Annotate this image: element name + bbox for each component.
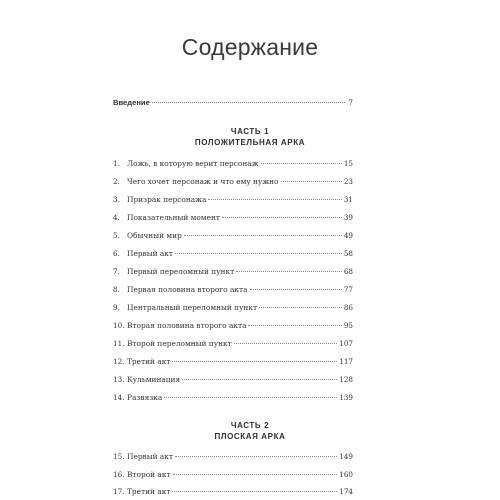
toc-entry-page: 49	[343, 231, 353, 240]
toc-entry[interactable]	[113, 485, 353, 499]
part-2-subheading: ПЛОСКАЯ АРКА	[214, 432, 286, 441]
toc-entry-page: 174	[339, 487, 353, 496]
toc-entry[interactable]	[113, 175, 353, 189]
toc-leader-dots	[172, 491, 337, 492]
toc-entry-page: 86	[343, 303, 353, 312]
toc-entry[interactable]	[113, 193, 353, 207]
toc-entry-label: Третий акт	[127, 357, 171, 366]
part-1-heading: ЧАСТЬ 1	[230, 127, 270, 136]
toc-entry-number: 7.	[113, 267, 120, 276]
toc-leader-dots	[152, 102, 345, 103]
toc-entry-intro[interactable]	[113, 96, 353, 110]
toc-entry-page: 128	[339, 375, 353, 384]
toc-entry[interactable]	[113, 391, 353, 405]
toc-entry[interactable]	[113, 373, 353, 387]
page-title: Содержание	[181, 34, 319, 60]
toc-entry-page: 117	[339, 357, 353, 366]
toc-entry[interactable]	[113, 247, 353, 261]
toc-entry-number: 13.	[113, 375, 125, 384]
toc-entry-page: 31	[343, 195, 353, 204]
toc-leader-dots	[182, 379, 337, 380]
toc-entry-number: 1.	[113, 159, 120, 168]
toc-entry-label: Центральный переломный пункт	[127, 303, 258, 312]
toc-entry-label: Вторая половина второго акта	[127, 321, 247, 330]
toc-entry-page: 39	[343, 213, 353, 222]
toc-entry-page: 15	[343, 159, 353, 168]
toc-entry-page: 58	[343, 249, 353, 258]
toc-entry-label: Показательный момент	[127, 213, 220, 222]
toc-entry[interactable]	[113, 301, 353, 315]
toc-entry-number: 3.	[113, 195, 120, 204]
toc-leader-dots	[236, 271, 342, 272]
toc-leader-dots	[164, 397, 337, 398]
toc-entry-number: 14.	[113, 393, 125, 402]
toc-entry-page: 149	[339, 452, 353, 461]
toc-entry[interactable]	[113, 319, 353, 333]
toc-leader-dots	[172, 361, 337, 362]
toc-entry-label: Первый переломный пункт	[127, 267, 235, 276]
toc-entry-number: 11.	[113, 339, 125, 348]
toc-leader-dots	[208, 199, 341, 200]
toc-entry-label: Второй переломный пункт	[127, 339, 232, 348]
toc-entry-label: Обычный мир	[127, 231, 182, 240]
toc-entry[interactable]	[113, 468, 353, 482]
toc-entry-page: 7	[348, 98, 353, 107]
toc-entry[interactable]	[113, 229, 353, 243]
toc-leader-dots	[248, 325, 341, 326]
toc-entry-number: 5.	[113, 231, 120, 240]
toc-entry-label: Первый акт	[127, 249, 173, 258]
toc-entry-number: 15.	[113, 452, 125, 461]
toc-leader-dots	[184, 235, 342, 236]
toc-entry-label: Чего хочет персонаж и что ему нужно	[127, 177, 279, 186]
toc-entry[interactable]	[113, 265, 353, 279]
toc-entry-label: Введение	[113, 98, 150, 107]
toc-entry-number: 4.	[113, 213, 120, 222]
toc-entry-number: 10.	[113, 321, 125, 330]
toc-leader-dots	[175, 456, 337, 457]
toc-leader-dots	[281, 181, 342, 182]
toc-leader-dots	[175, 253, 342, 254]
toc-entry-label: Первая половина второго акта	[127, 285, 248, 294]
toc-leader-dots	[261, 163, 342, 164]
toc-entry-label: Первый акт	[127, 452, 173, 461]
toc-leader-dots	[222, 217, 342, 218]
toc-entry-page: 107	[339, 339, 353, 348]
toc-entry-number: 12.	[113, 357, 125, 366]
toc-entry-number: 6.	[113, 249, 120, 258]
toc-entry-number: 8.	[113, 285, 120, 294]
toc-entry-page: 139	[339, 393, 353, 402]
toc-leader-dots	[250, 289, 342, 290]
toc-entry-page: 23	[343, 177, 353, 186]
part-2-heading: ЧАСТЬ 2	[230, 421, 270, 430]
toc-leader-dots	[173, 474, 338, 475]
toc-entry-label: Призрак персонажа	[127, 195, 207, 204]
toc-leader-dots	[234, 343, 338, 344]
toc-entry-label: Развязка	[127, 393, 163, 402]
part-1-subheading: ПОЛОЖИТЕЛЬНАЯ АРКА	[194, 138, 306, 147]
toc-entry-number: 17.	[113, 487, 125, 496]
toc-entry[interactable]	[113, 157, 353, 171]
toc-entry-page: 68	[343, 267, 353, 276]
toc-entry-label: Третий акт	[127, 487, 171, 496]
toc-leader-dots	[259, 307, 342, 308]
toc-entry[interactable]	[113, 211, 353, 225]
toc-entry-page: 77	[343, 285, 353, 294]
toc-entry[interactable]	[113, 283, 353, 297]
toc-entry-page: 95	[343, 321, 353, 330]
toc-entry[interactable]	[113, 337, 353, 351]
toc-entry-number: 16.	[113, 470, 125, 479]
toc-entry-number: 9.	[113, 303, 120, 312]
toc-entry[interactable]	[113, 355, 353, 369]
toc-entry-page: 160	[339, 470, 353, 479]
toc-entry-label: Ложь, в которую верит персонаж	[127, 159, 259, 168]
toc-entry-label: Кульминация	[127, 375, 181, 384]
toc-entry-number: 2.	[113, 177, 120, 186]
toc-entry[interactable]	[113, 450, 353, 464]
toc-entry-label: Второй акт	[127, 470, 171, 479]
